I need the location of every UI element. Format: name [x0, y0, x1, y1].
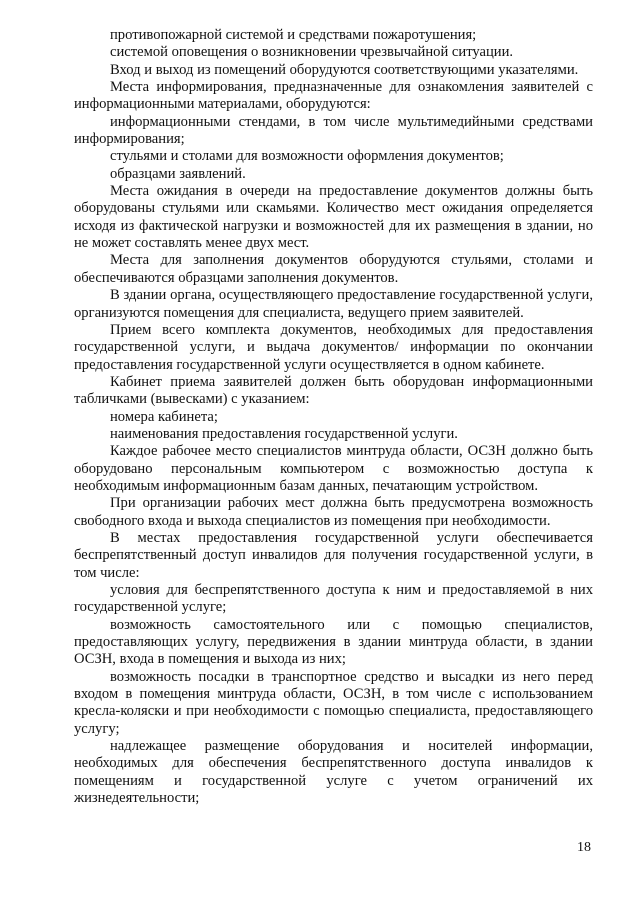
paragraph: Места для заполнения документов оборудуются стульями, столами и обеспечиваются образцами заполнения документов. — [74, 252, 593, 286]
paragraph: возможность самостоятельного или с помощью специалистов, предоставляющих услугу, передвижения в здании минтруда области, в здании ОСЗН, входа в помещения и выхода из них; — [74, 616, 593, 668]
paragraph: Каждое рабочее место специалистов минтруда области, ОСЗН должно быть оборудовано персональным компьютером с возможностью доступа к необходимым информационным базам данных, печатающим устройством. — [74, 443, 593, 494]
document-body — [74, 27, 593, 807]
paragraph: условия для беспрепятственного доступа к ним и предоставляемой в них государственной услуге; — [74, 582, 593, 616]
paragraph: Места ожидания в очереди на предоставление документов должны быть оборудованы стульями или скамьями. Количество мест ожидания определяется исходя из фактической нагрузки и возможностей для их размещения в здании, но не может составлять менее двух мест. — [74, 183, 593, 252]
paragraph: наименования предоставления государственной услуги. — [110, 425, 458, 442]
paragraph: Кабинет приема заявителей должен быть оборудован информационными табличками (вывесками) с указанием: — [74, 373, 593, 408]
paragraph: номера кабинета; — [110, 408, 218, 425]
paragraph: надлежащее размещение оборудования и носителей информации, необходимых для обеспечения беспрепятственного доступа инвалидов к помещениям и государственной услуге с учетом ограничений их жизнедеятельности; — [74, 738, 593, 807]
paragraph: стульями и столами для возможности оформления документов; — [110, 148, 504, 165]
paragraph: Прием всего комплекта документов, необходимых для предоставления государственной услуги, и выдача документов/ информации по окончании предоставления государственной услуги осуществляется в одном кабинете. — [74, 321, 593, 373]
paragraph: возможность посадки в транспортное средство и высадки из него перед входом в помещения минтруда области, ОСЗН, в том числе с использованием кресла-коляски и при необходимости с помощью специалиста, предоставляющего услугу; — [74, 668, 593, 737]
paragraph: информационными стендами, в том числе мультимедийными средствами информирования; — [74, 113, 593, 148]
paragraph: образцами заявлений. — [110, 165, 246, 182]
paragraph: Места информирования, предназначенные для ознакомления заявителей с информационными материалами, оборудуются: — [74, 79, 593, 113]
paragraph: противопожарной системой и средствами пожаротушения; — [110, 27, 477, 43]
paragraph: При организации рабочих мест должна быть предусмотрена возможность свободного входа и выхода специалистов из помещения при необходимости. — [74, 495, 593, 529]
paragraph: В местах предоставления государственной услуги обеспечивается беспрепятственный доступ инвалидов для получения государственной услуги, в том числе: — [74, 529, 593, 581]
paragraph: системой оповещения о возникновении чрезвычайной ситуации. — [110, 44, 514, 61]
page-number: 18 — [577, 840, 591, 855]
paragraph: Вход и выход из помещений оборудуются соответствующими указателями. — [110, 61, 579, 78]
paragraph: В здании органа, осуществляющего предоставление государственной услуги, организуются помещения для специалиста, ведущего прием заявителей. — [74, 287, 593, 321]
